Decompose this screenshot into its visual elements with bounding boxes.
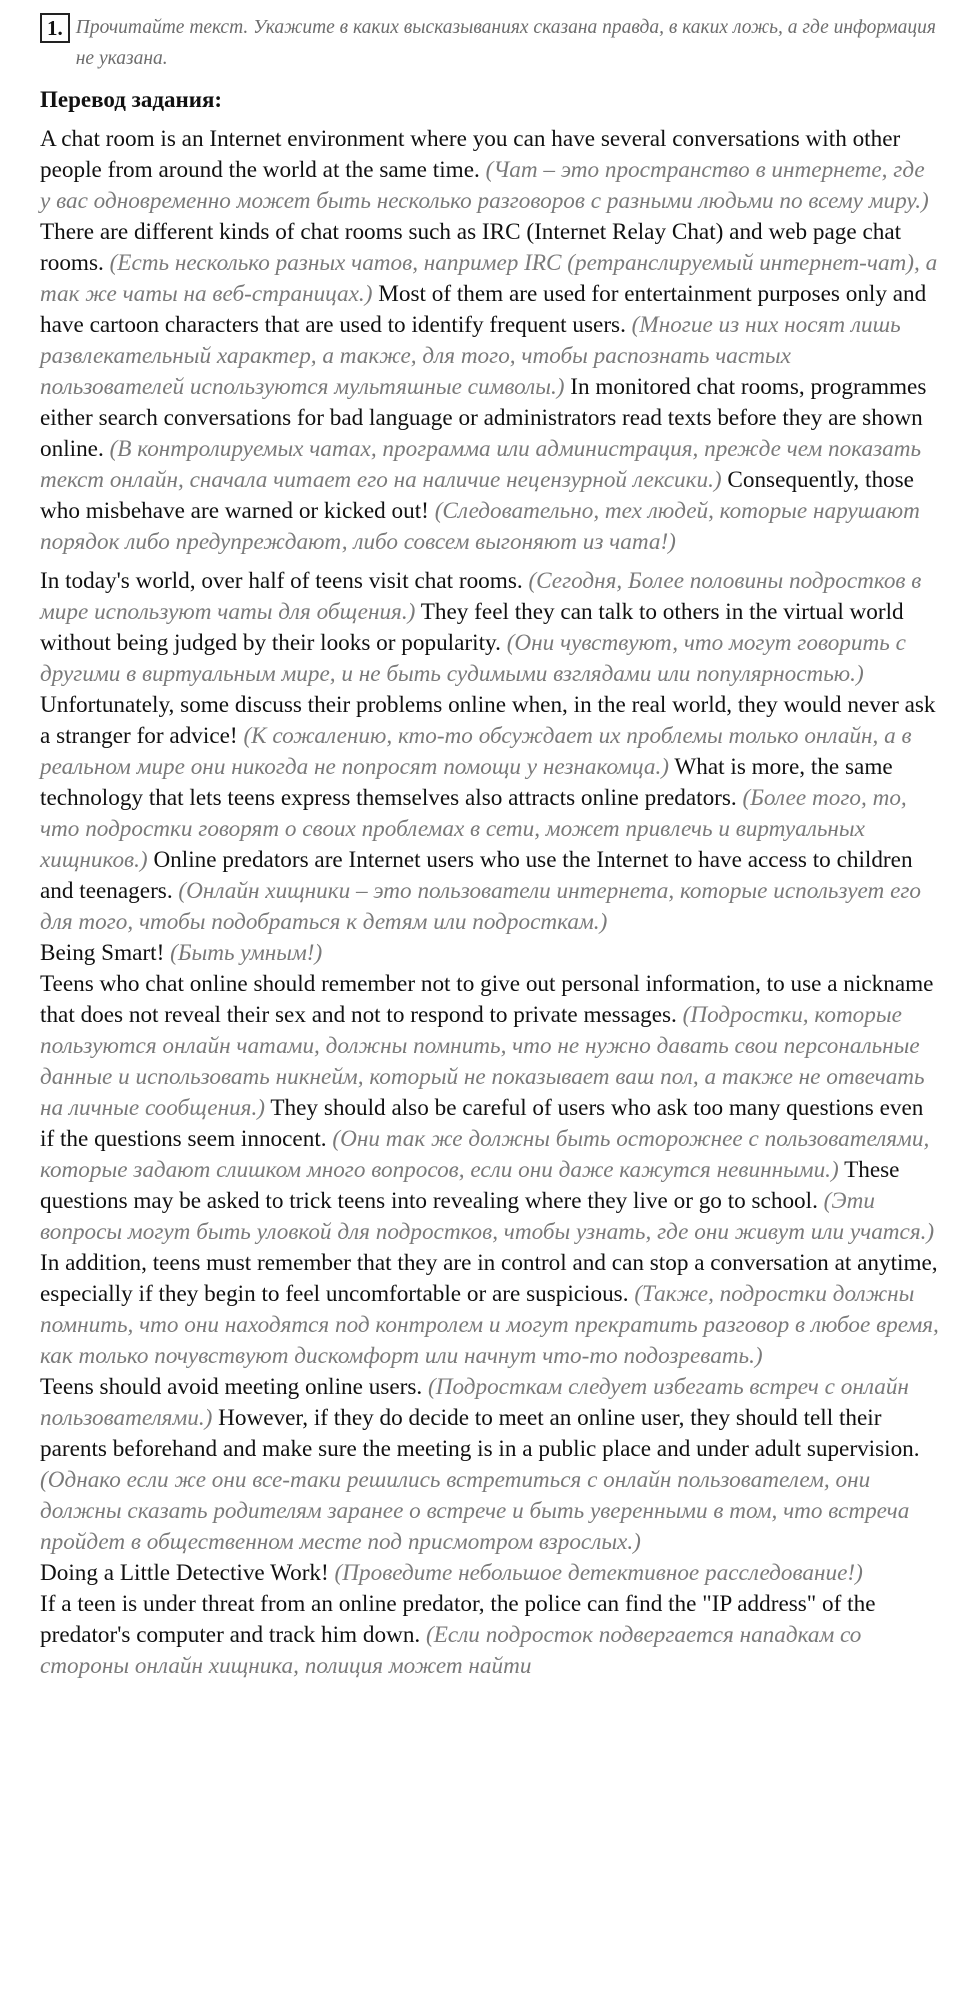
paragraph xyxy=(40,1589,940,1682)
translation-heading: Перевод задания: xyxy=(40,87,223,112)
english-sentence: Teens who chat online should remember not to give out personal information, to use a nickname that does not reveal their sex and not to respond to private messages. xyxy=(40,971,934,1028)
task-header xyxy=(40,12,940,74)
russian-translation: (Однако если же они все-таки решились встретиться с онлайн пользователем, они должны сказать родителям заранее о встрече и быть уверенными в том, что встреча пройдет в общественном месте под присмотром взрослых.) xyxy=(40,1467,910,1555)
english-sentence: Unfortunately, some discuss their problems online when, in the real world, they would never ask a stranger for advice! xyxy=(40,692,936,749)
paragraph xyxy=(40,124,940,558)
english-sentence: Most of them are used for entertainment purposes only and have cartoon characters that are used to identify frequent users. xyxy=(40,281,927,338)
english-sentence: In monitored chat rooms, programmes either search conversations for bad language or administrators read texts before they are shown online. xyxy=(40,374,927,462)
russian-translation: (Подростки, которые пользуются онлайн чатами, должны помнить, что не нужно давать свои персональные данные и использовать никнейм, который не показывает ваш пол, а также не отвечать на личные сообщения.) xyxy=(40,1002,925,1121)
paragraph xyxy=(40,566,940,938)
english-sentence: There are different kinds of chat rooms such as IRC (Internet Relay Chat) and web page chat rooms. xyxy=(40,219,902,276)
russian-translation: (К сожалению, кто-то обсуждает их проблемы только онлайн, а в реальном мире они никогда не попросят помощи у незнакомца.) xyxy=(40,723,912,780)
paragraph xyxy=(40,969,940,1372)
english-sentence: In today's world, over half of teens visit chat rooms. xyxy=(40,568,523,594)
russian-translation: (Многие из них носят лишь развлекательный характер, а также, для того, чтобы распознать частых пользователей используются мультяшные символы.) xyxy=(40,312,901,400)
english-sentence: In addition, teens must remember that they are in control and can stop a conversation at anytime, especially if they begin to feel uncomfortable or are suspicious. xyxy=(40,1250,938,1307)
english-sentence: Consequently, those who misbehave are warned or kicked out! xyxy=(40,467,914,524)
english-sentence: Online predators are Internet users who use the Internet to have access to children and teenagers. xyxy=(40,847,913,904)
english-sentence: They feel they can talk to others in the virtual world without being judged by their looks or popularity. xyxy=(40,599,904,656)
russian-translation: (Сегодня, Более половины подростков в мире используют чаты для общения.) xyxy=(40,568,922,625)
russian-translation: (В контролируемых чатах, программа или администрация, прежде чем показать текст онлайн, сначала читает его на наличие нецензурной лексики.) xyxy=(40,436,922,493)
task-number: 1. xyxy=(40,13,70,43)
task-instruction: Прочитайте текст. Укажите в каких высказываниях сказана правда, в каких ложь, а где информация не указана. xyxy=(75,17,936,69)
english-sentence: A chat room is an Internet environment where you can have several conversations with other people from around the world at the same time. xyxy=(40,126,901,183)
russian-translation: (Подросткам следует избегать встреч с онлайн пользователями.) xyxy=(40,1374,909,1431)
paragraph xyxy=(40,1558,940,1589)
english-sentence: Being Smart! xyxy=(40,940,165,966)
english-sentence: However, if they do decide to meet an online user, they should tell their parents beforehand and make sure the meeting is in a public place and under adult supervision. xyxy=(40,1405,920,1462)
paragraph xyxy=(40,938,940,969)
english-sentence: What is more, the same technology that lets teens express themselves also attracts online predators. xyxy=(40,754,893,811)
english-sentence: If a teen is under threat from an online predator, the police can find the "IP address" of the predator's computer and track him down. xyxy=(40,1591,876,1648)
russian-translation: (Есть несколько разных чатов, например IRC (ретранслируемый интернет-чат), а так же чаты на веб-страницах.) xyxy=(40,250,938,307)
english-sentence: Doing a Little Detective Work! xyxy=(40,1560,329,1586)
russian-translation: (Проведите небольшое детективное расследование!) xyxy=(334,1560,863,1586)
document-body xyxy=(40,124,940,1682)
russian-translation: (Чат – это пространство в интернете, где у вас одновременно может быть несколько разговоров с разными людьми по всему миру.) xyxy=(40,157,929,214)
paragraph xyxy=(40,1372,940,1558)
russian-translation: (Быть умным!) xyxy=(170,940,323,966)
russian-translation: (Если подросток подвергается нападкам со стороны онлайн хищника, полиция может найти xyxy=(40,1622,862,1679)
russian-translation: (Они чувствуют, что могут говорить с другими в виртуальным мире, и не быть судимыми взглядами или популярностью.) xyxy=(40,630,906,687)
russian-translation: (Они так же должны быть осторожнее с пользователями, которые задают слишком много вопросов, если они даже кажутся невинными.) xyxy=(40,1126,930,1183)
russian-translation: (Эти вопросы могут быть уловкой для подростков, чтобы узнать, где они живут или учатся.) xyxy=(40,1188,935,1245)
english-sentence: They should also be careful of users who ask too many questions even if the questions seem innocent. xyxy=(40,1095,924,1152)
english-sentence: These questions may be asked to trick teens into revealing where they live or go to school. xyxy=(40,1157,900,1214)
russian-translation: (Онлайн хищники – это пользователи интернета, которые использует его для того, чтобы подобраться к детям или подросткам.) xyxy=(40,878,922,935)
russian-translation: (Также, подростки должны помнить, что они находятся под контролем и могут прекратить разговор в любое время, как только почувствуют дискомфорт или начнут что-то подозревать.) xyxy=(40,1281,939,1369)
russian-translation: (Более того, то, что подростки говорят о своих проблемах в сети, может привлечь и виртуальных хищников.) xyxy=(40,785,907,873)
english-sentence: Teens should avoid meeting online users. xyxy=(40,1374,423,1400)
russian-translation: (Следовательно, тех людей, которые нарушают порядок либо предупреждают, либо совсем выгоняют из чата!) xyxy=(40,498,920,555)
